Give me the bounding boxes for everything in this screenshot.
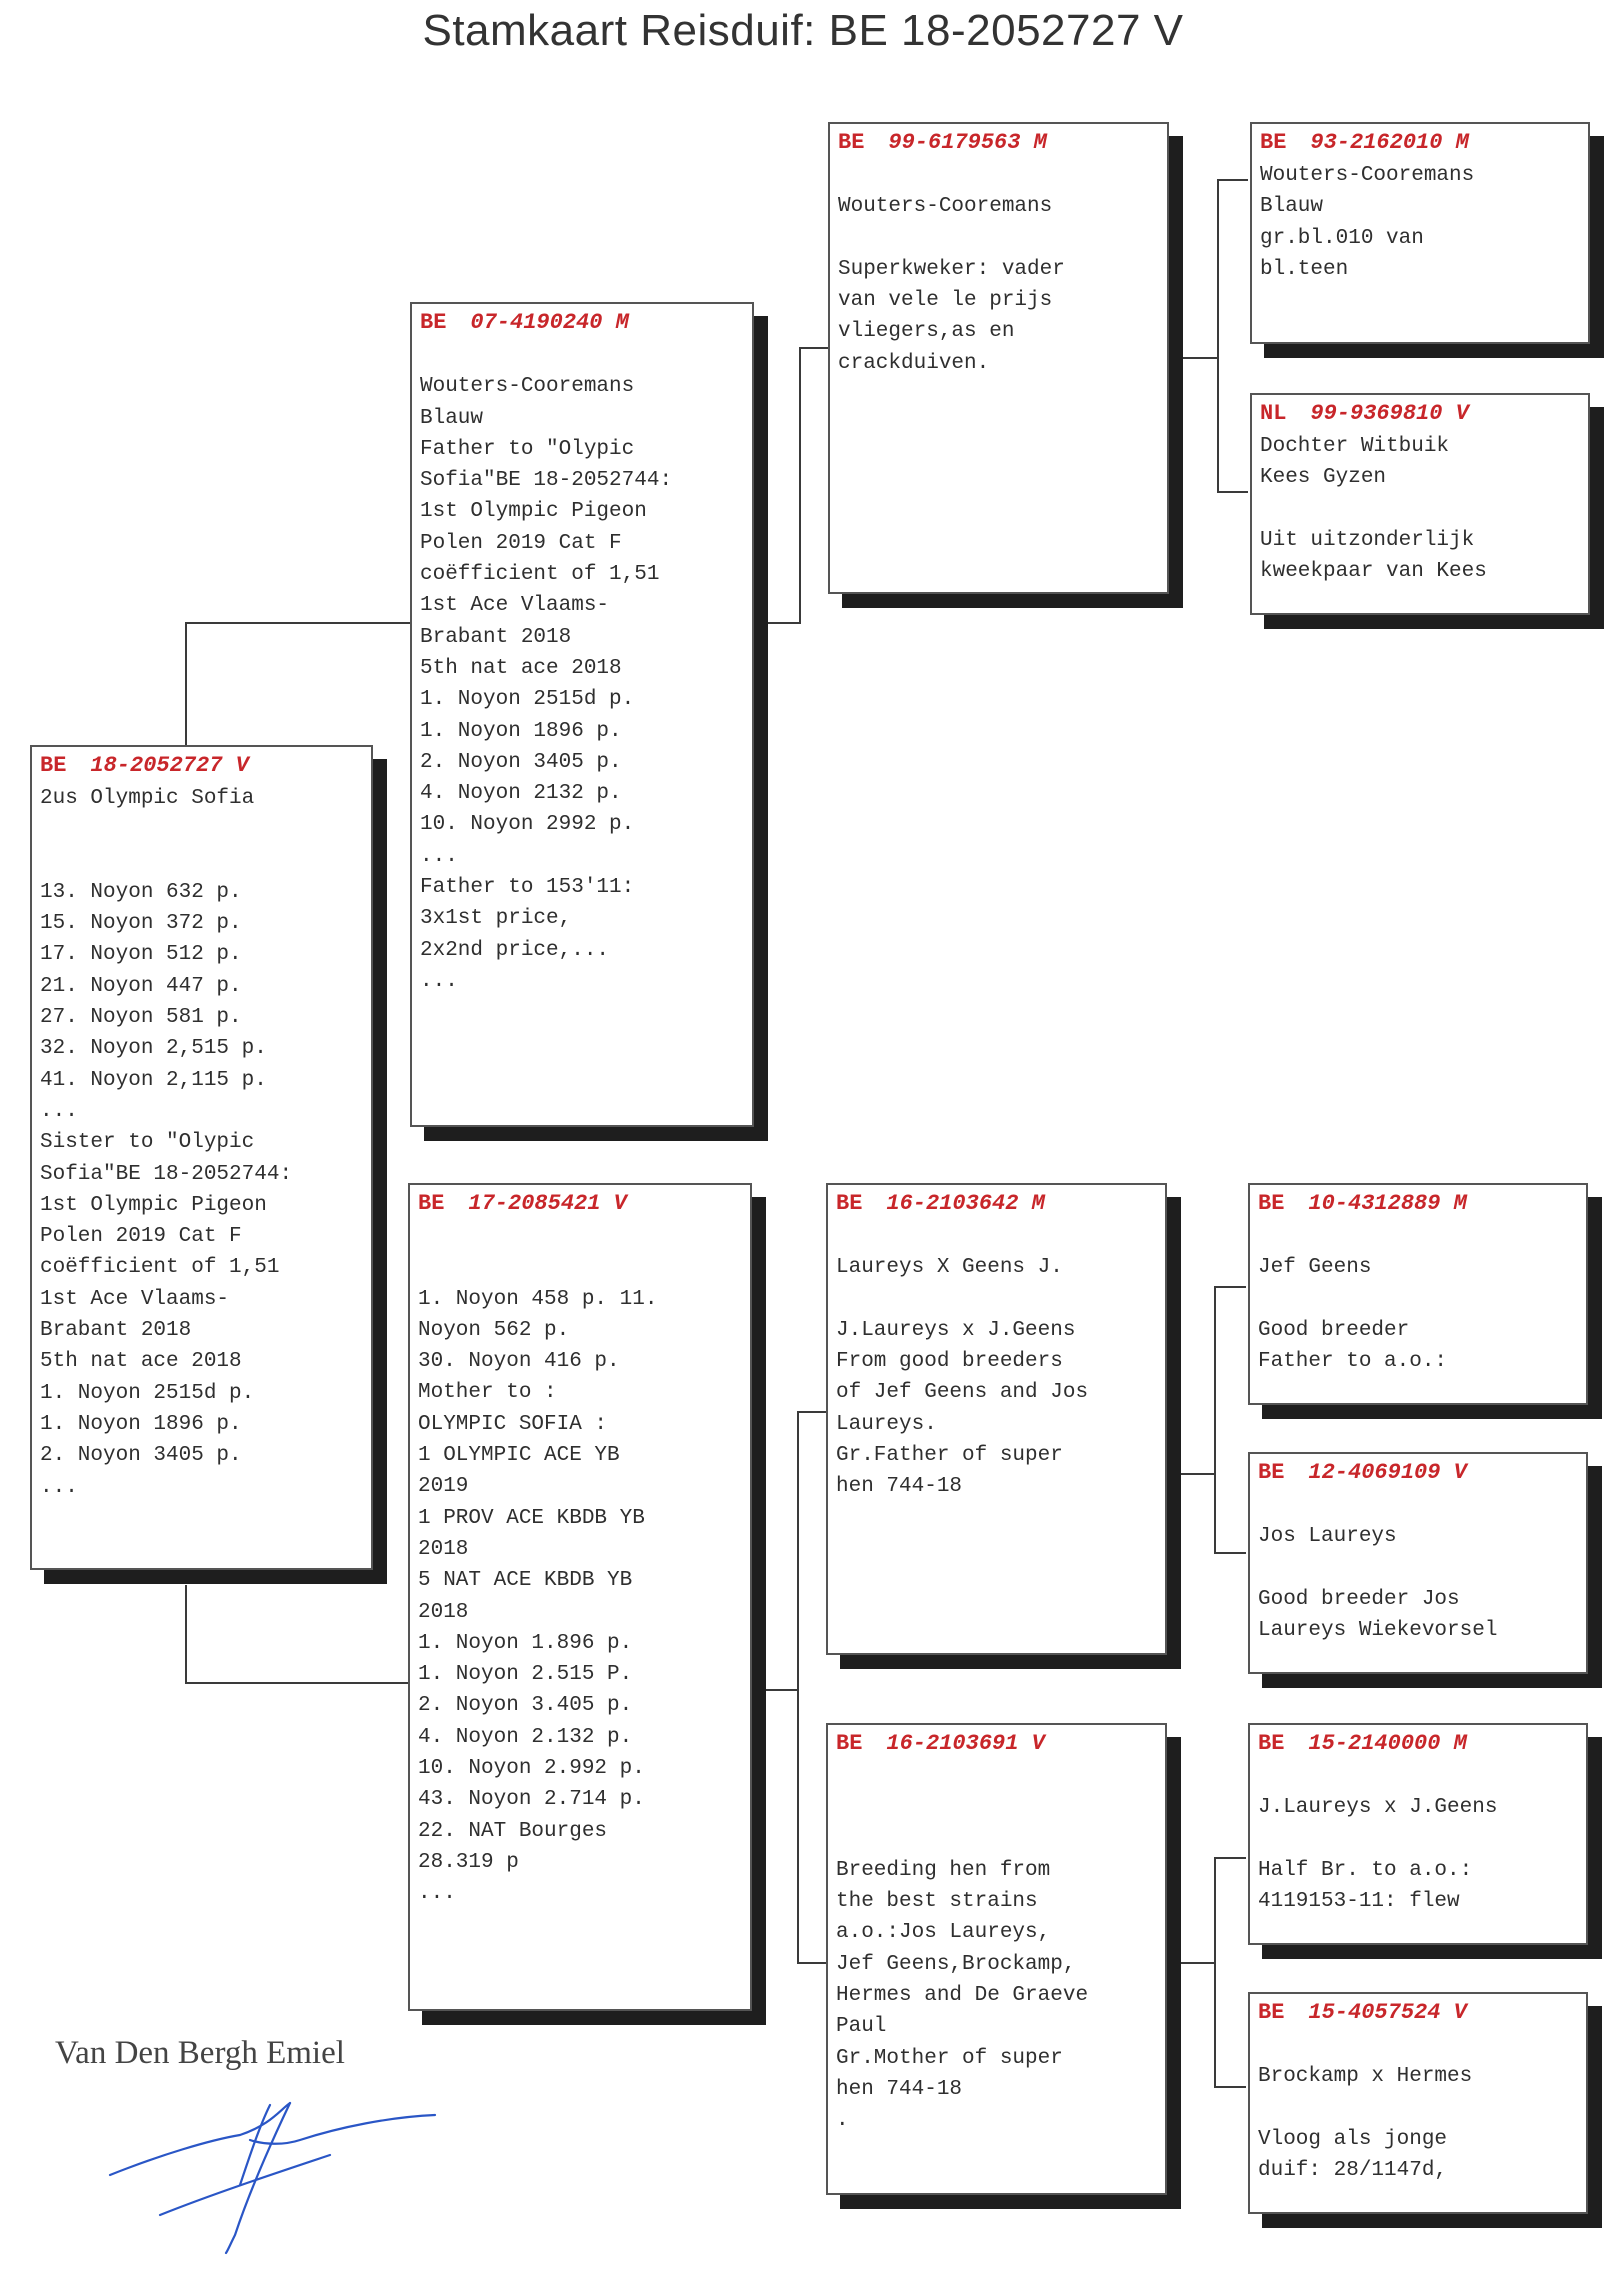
country-code: BE (836, 1731, 863, 1756)
ring-number: 17-2085421 V (468, 1191, 627, 1216)
ring-number-header (1258, 1460, 1580, 1490)
pigeon-description: Laureys X Geens J. J.Laureys x J.Geens From good breeders of Jef Geens and Jos Laureys. Gr.Father of super hen 744-18 (836, 1256, 1089, 1499)
country-code: BE (1258, 1731, 1285, 1756)
ring-number: 07-4190240 M (470, 310, 629, 335)
ring-number: 16-2103642 M (886, 1191, 1045, 1216)
pedigree-card-pigeon (30, 745, 373, 1570)
ring-number: 18-2052727 V (90, 753, 249, 778)
pigeon-description: Jos Laureys Good breeder Jos Laureys Wiekevorsel (1258, 1525, 1498, 1643)
ring-number-header (418, 1191, 744, 1221)
pedigree-card-fff (1250, 122, 1590, 344)
country-code: BE (420, 310, 447, 335)
pedigree-card-ffm (1250, 393, 1590, 615)
pedigree-card-father (410, 302, 754, 1127)
ring-number-header (1260, 130, 1582, 160)
ring-number: 99-6179563 M (888, 130, 1047, 155)
pedigree-card-mff (1248, 1183, 1588, 1405)
ring-number: 12-4069109 V (1308, 1460, 1467, 1485)
pedigree-card-maternal-grandfather (826, 1183, 1167, 1655)
pigeon-description: Breeding hen from the best strains a.o.:Jos Laureys, Jef Geens,Brockamp, Hermes and De Graeve Paul Gr.Mother of super hen 744-18 . (836, 1858, 1089, 2133)
ring-number: 15-2140000 M (1308, 1731, 1467, 1756)
breeder-name: Van Den Bergh Emiel (55, 2035, 345, 2071)
ring-number-header (1258, 1191, 1580, 1221)
pedigree-card-mother (408, 1183, 752, 2011)
ring-number-header (836, 1731, 1159, 1761)
handwritten-signature (100, 2085, 450, 2255)
ring-number-header (40, 753, 365, 783)
ring-number: 93-2162010 M (1310, 130, 1469, 155)
country-code: BE (1260, 130, 1287, 155)
ring-number: 16-2103691 V (886, 1731, 1045, 1756)
pigeon-description: Dochter Witbuik Kees Gyzen Uit uitzonderlijk kweekpaar van Kees (1260, 435, 1487, 584)
ring-number: 10-4312889 M (1308, 1191, 1467, 1216)
pigeon-description: 1. Noyon 458 p. 11. Noyon 562 p. 30. Noyon 416 p. Mother to : OLYMPIC SOFIA : 1 OLYMPIC ACE YB 2019 1 PROV ACE KBDB YB 2018 5 NAT ACE KBDB YB 2018 1. Noyon 1.896 p. 1. Noyon 2.515 P. 2. Noyon 3.405 p. 4. Noyon 2.132 p. 10. Noyon 2.992 p. 43. Noyon 2.714 p. 22. NAT Bourges 28.319 p ... (418, 1287, 658, 1906)
page-title: Stamkaart Reisduif: BE 18-2052727 V (422, 6, 1184, 55)
pigeon-description: Brockamp x Hermes Vloog als jonge duif: 28/1147d, (1258, 2065, 1473, 2183)
country-code: NL (1260, 401, 1287, 426)
country-code: BE (838, 130, 865, 155)
pigeon-description: Wouters-Cooremans Superkweker: vader van vele le prijs vliegers,as en crackduiven. (838, 195, 1065, 375)
ring-number-header (1258, 1731, 1580, 1761)
country-code: BE (1258, 1460, 1285, 1485)
country-code: BE (418, 1191, 445, 1216)
pedigree-card-mmf (1248, 1723, 1588, 1945)
pigeon-description: Jef Geens Good breeder Father to a.o.: (1258, 1256, 1448, 1374)
pedigree-card-mmm (1248, 1992, 1588, 2214)
ring-number-header (1260, 401, 1582, 431)
country-code: BE (836, 1191, 863, 1216)
ring-number: 99-9369810 V (1310, 401, 1469, 426)
ring-number-header (838, 130, 1161, 160)
ring-number-header (836, 1191, 1159, 1221)
ring-number: 15-4057524 V (1308, 2000, 1467, 2025)
country-code: BE (1258, 2000, 1285, 2025)
country-code: BE (1258, 1191, 1285, 1216)
pigeon-description: J.Laureys x J.Geens Half Br. to a.o.: 4119153-11: flew (1258, 1796, 1498, 1914)
pigeon-description: 2us Olympic Sofia 13. Noyon 632 p. 15. Noyon 372 p. 17. Noyon 512 p. 21. Noyon 447 p. 27. Noyon 581 p. 32. Noyon 2,515 p. 41. Noyon 2,115 p. ... Sister to "Olypic Sofia"BE 18-2052744: 1st Olympic Pigeon Polen 2019 Cat F coëfficient of 1,51 1st Ace Vlaams- Brabant 2018 5th nat ace 2018 1. Noyon 2515d p. 1. Noyon 1896 p. 2. Noyon 3405 p. ... (40, 787, 293, 1499)
ring-number-header (420, 310, 746, 340)
pigeon-description: Wouters-Cooremans Blauw Father to "Olypic Sofia"BE 18-2052744: 1st Olympic Pigeon Polen 2019 Cat F coëfficient of 1,51 1st Ace Vlaams- Brabant 2018 5th nat ace 2018 1. Noyon 2515d p. 1. Noyon 1896 p. 2. Noyon 3405 p. 4. Noyon 2132 p. 10. Noyon 2992 p. ... Father to 153'11: 3x1st price, 2x2nd price,... ... (420, 375, 673, 993)
pedigree-card-paternal-grandfather (828, 122, 1169, 594)
pedigree-card-mfm (1248, 1452, 1588, 1674)
pedigree-card-maternal-grandmother (826, 1723, 1167, 2195)
pigeon-description: Wouters-Cooremans Blauw gr.bl.010 van bl.teen (1260, 164, 1475, 281)
country-code: BE (40, 753, 67, 778)
ring-number-header (1258, 2000, 1580, 2030)
